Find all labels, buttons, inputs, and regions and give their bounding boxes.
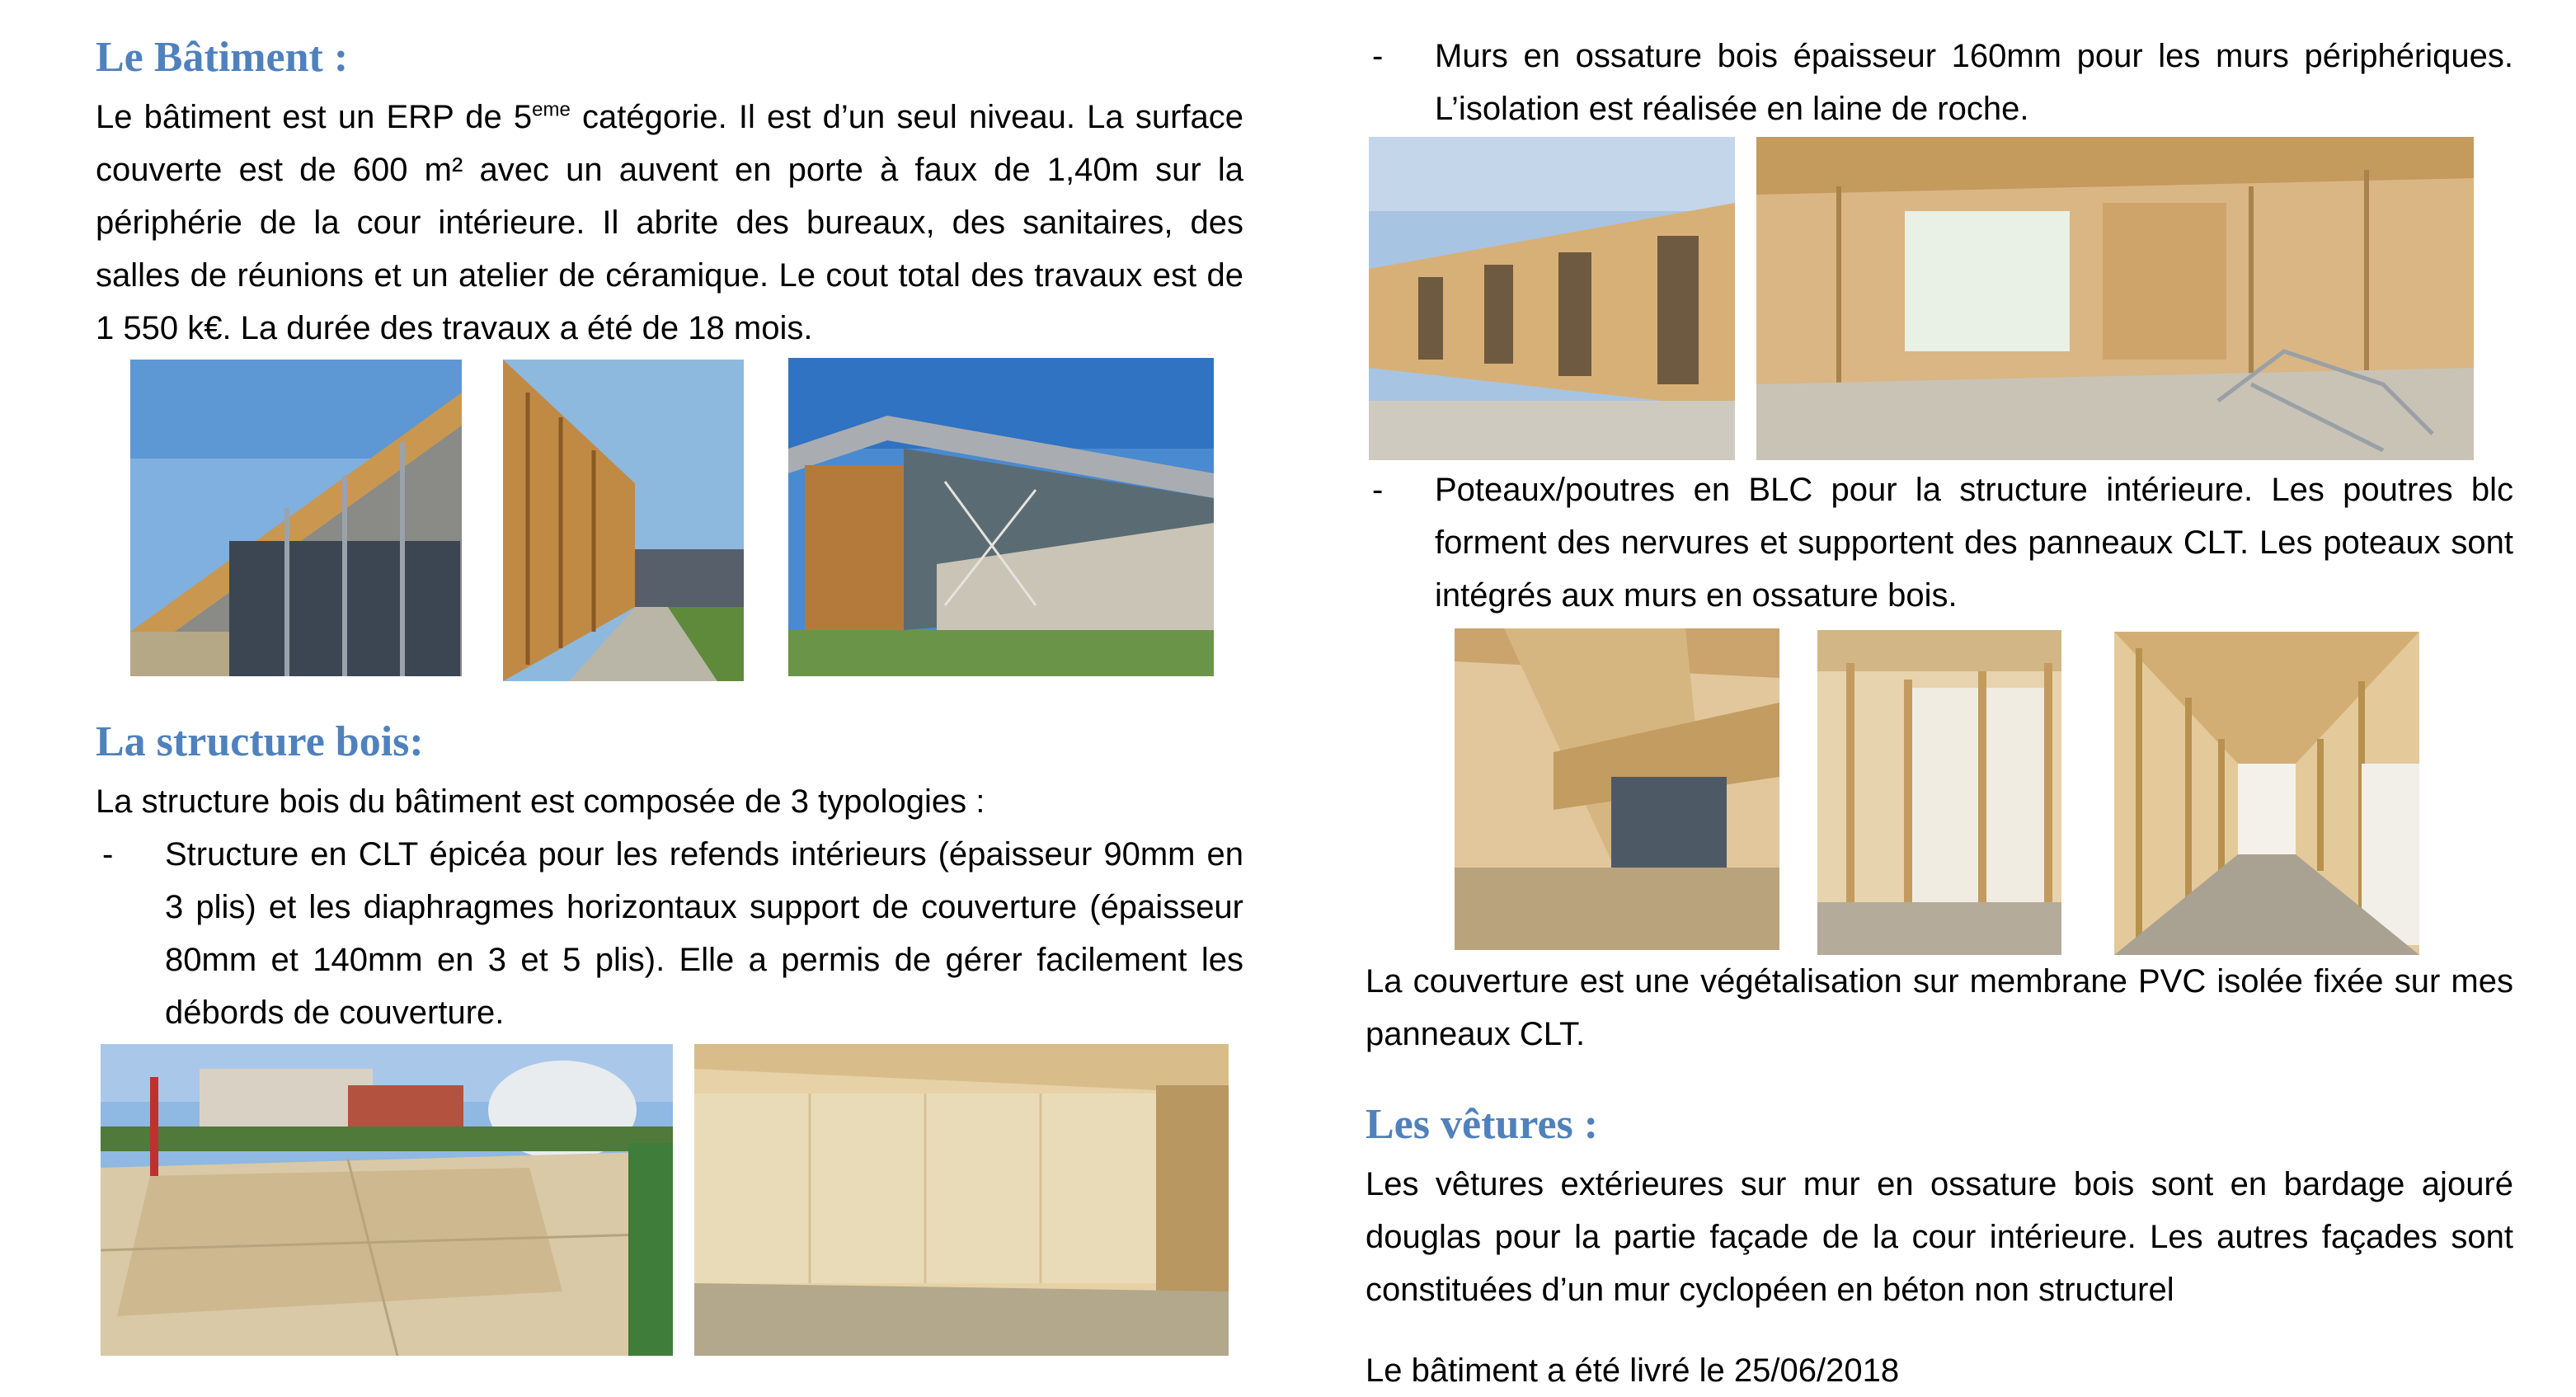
photo-blc-corridor <box>2114 632 2419 955</box>
photo-blc-posts <box>1817 630 2061 955</box>
heading-vetures: Les vêtures : <box>1366 1101 1599 1148</box>
vetures-paragraph: Les vêtures extérieures sur mur en ossature bois sont en bardage ajouré douglas pour la partie façade de la cour intérieure. Les autres façades sont constituées d’un mur cyclopéen en béton non structurel <box>1366 1166 2513 1308</box>
photo-building-gable <box>788 358 1214 676</box>
structure-intro: La structure bois du bâtiment est composée de 3 typologies : <box>96 783 985 820</box>
bullet-marker-3: - <box>1372 472 1384 508</box>
photo-clt-site <box>101 1044 673 1356</box>
batiment-sup: eme <box>532 98 571 121</box>
bullet-marker-2: - <box>1372 38 1384 74</box>
heading-batiment: Le Bâtiment : <box>96 34 349 81</box>
bullet-poteaux: Poteaux/poutres en BLC pour la structure intérieure. Les poutres blc forment des nervures et supportent des panneaux CLT. Les poteaux sont intégrés aux murs en ossature bois. <box>1435 472 2513 614</box>
photo-blc-beams <box>1455 628 1779 950</box>
couverture-paragraph: La couverture est une végétalisation sur membrane PVC isolée fixée sur mes panneaux CLT. <box>1366 963 2513 1052</box>
photo-building-canopy <box>130 360 462 676</box>
livraison-date: Le bâtiment a été livré le 25/06/2018 <box>1366 1352 1900 1389</box>
batiment-text-2: catégorie. Il est d’un seul niveau. La surface couverte est de 600 m² avec un auvent en porte à faux de 1,40m sur la périphérie de la cour intérieure. Il abrite des bureaux, des sanitaires, des salles de réunions et un atelier de céramique. Le cout total des travaux est de 1 550 k€. La durée des travaux a été de 18 mois. <box>96 99 1243 346</box>
bullet-ossature: Murs en ossature bois épaisseur 160mm pour les murs périphériques. L’isolation est réalisée en laine de roche. <box>1435 38 2513 127</box>
photo-frame-walls-exterior <box>1369 137 1735 460</box>
photo-frame-walls-interior <box>1756 137 2474 460</box>
batiment-text-1: Le bâtiment est un ERP de 5 <box>96 99 533 135</box>
heading-structure: La structure bois: <box>96 718 424 765</box>
photo-clt-interior <box>694 1044 1229 1356</box>
batiment-paragraph <box>96 91 1243 355</box>
bullet-clt: Structure en CLT épicéa pour les refends intérieurs (épaisseur 90mm en 3 plis) et les diaphragmes horizontaux support de couverture (épaisseur 80mm et 140mm en 3 et 5 plis). Elle a permis de gérer facilement les débords de couverture. <box>165 836 1243 1031</box>
photo-building-walkway <box>503 360 744 681</box>
bullet-marker-1: - <box>102 836 114 873</box>
